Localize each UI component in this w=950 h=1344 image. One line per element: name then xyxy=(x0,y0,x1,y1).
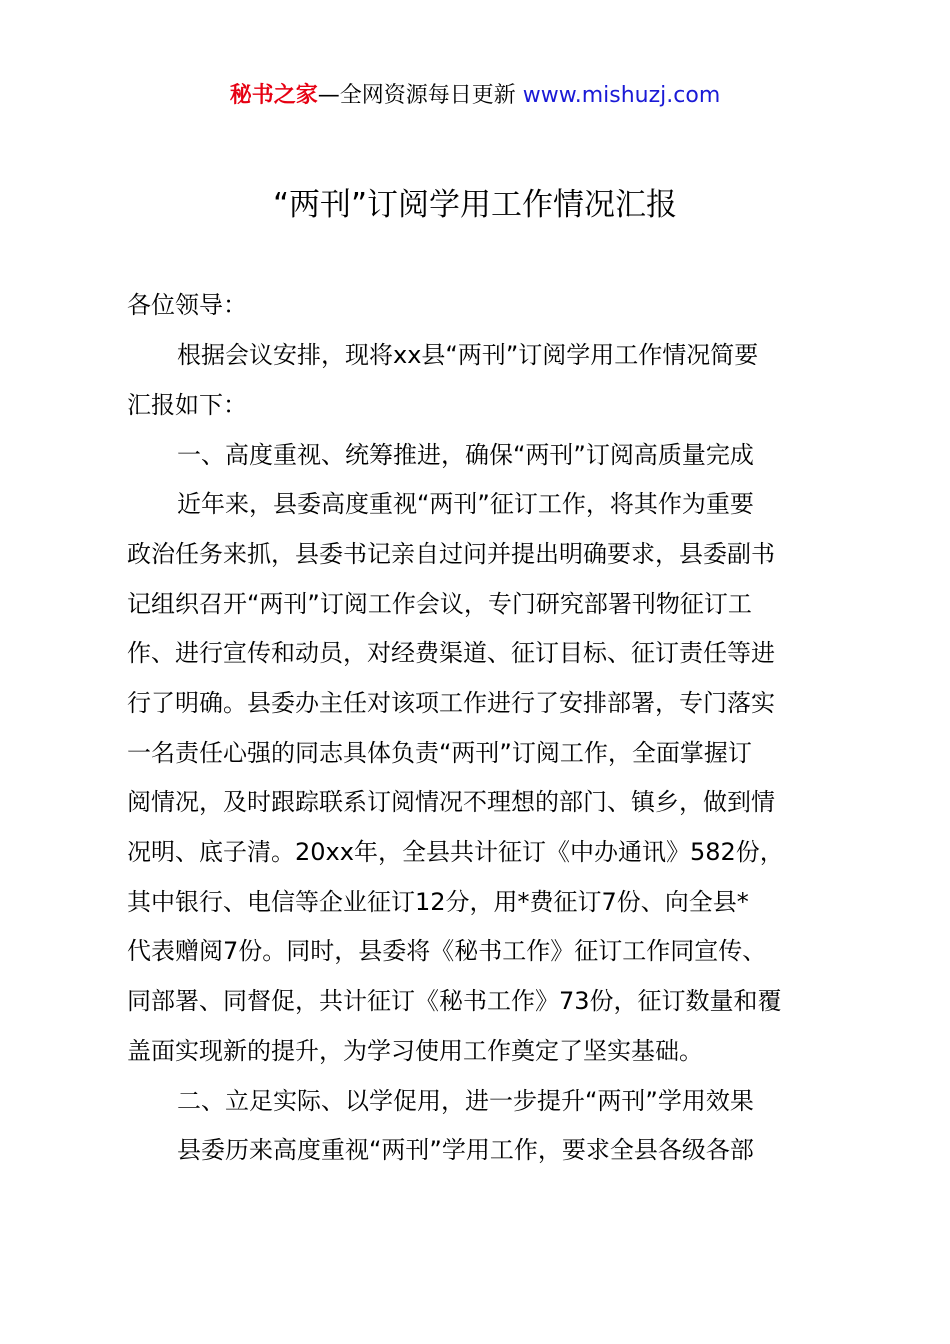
site-tagline: —全网资源每日更新 xyxy=(317,83,523,108)
paragraph-line: 行了明确。县委办主任对该项工作进行了安排部署，专门落实 xyxy=(127,689,775,717)
paragraph-line: 阅情况，及时跟踪联系订阅情况不理想的部门、镇乡，做到情 xyxy=(127,788,775,816)
paragraph-line: 政治任务来抓，县委书记亲自过问并提出明确要求，县委副书 xyxy=(127,540,775,568)
paragraph-line: 其中银行、电信等企业征订12分，用*费征订7份、向全县* xyxy=(127,888,749,916)
paragraph-line: 代表赠阅7份。同时，县委将《秘书工作》征订工作同宣传、 xyxy=(127,937,767,965)
paragraph-line: 记组织召开“两刊”订阅工作会议，专门研究部署刊物征订工 xyxy=(127,590,752,618)
section-heading-2: 二、立足实际、以学促用，进一步提升“两刊”学用效果 xyxy=(177,1087,754,1115)
site-url-link[interactable]: www.mishuzj.com xyxy=(522,83,721,108)
paragraph-line: 近年来，县委高度重视“两刊”征订工作，将其作为重要 xyxy=(177,490,754,518)
paragraph-line: 盖面实现新的提升，为学习使用工作奠定了坚实基础。 xyxy=(127,1037,703,1065)
paragraph-line: 根据会议安排，现将xx县“两刊”订阅学用工作情况简要 xyxy=(177,341,759,369)
section-heading-1: 一、高度重视、统筹推进，确保“两刊”订阅高质量完成 xyxy=(177,441,754,469)
paragraph-line: 一名责任心强的同志具体负责“两刊”订阅工作，全面掌握订 xyxy=(127,739,752,767)
paragraph-line: 作、进行宣传和动员，对经费渠道、征订目标、征订责任等进 xyxy=(127,639,775,667)
paragraph-line: 汇报如下： xyxy=(127,391,247,419)
paragraph-line: 况明、底子清。20xx年，全县共计征订《中办通讯》582份， xyxy=(127,838,784,866)
site-banner xyxy=(0,80,950,112)
document-title: “两刊”订阅学用工作情况汇报 xyxy=(272,187,678,223)
site-brand: 秘书之家 xyxy=(229,83,318,108)
paragraph-line: 同部署、同督促，共计征订《秘书工作》73份，征订数量和覆 xyxy=(127,987,782,1015)
paragraph-line: 县委历来高度重视“两刊”学用工作，要求全县各级各部 xyxy=(177,1136,754,1164)
salutation: 各位领导： xyxy=(127,291,247,319)
